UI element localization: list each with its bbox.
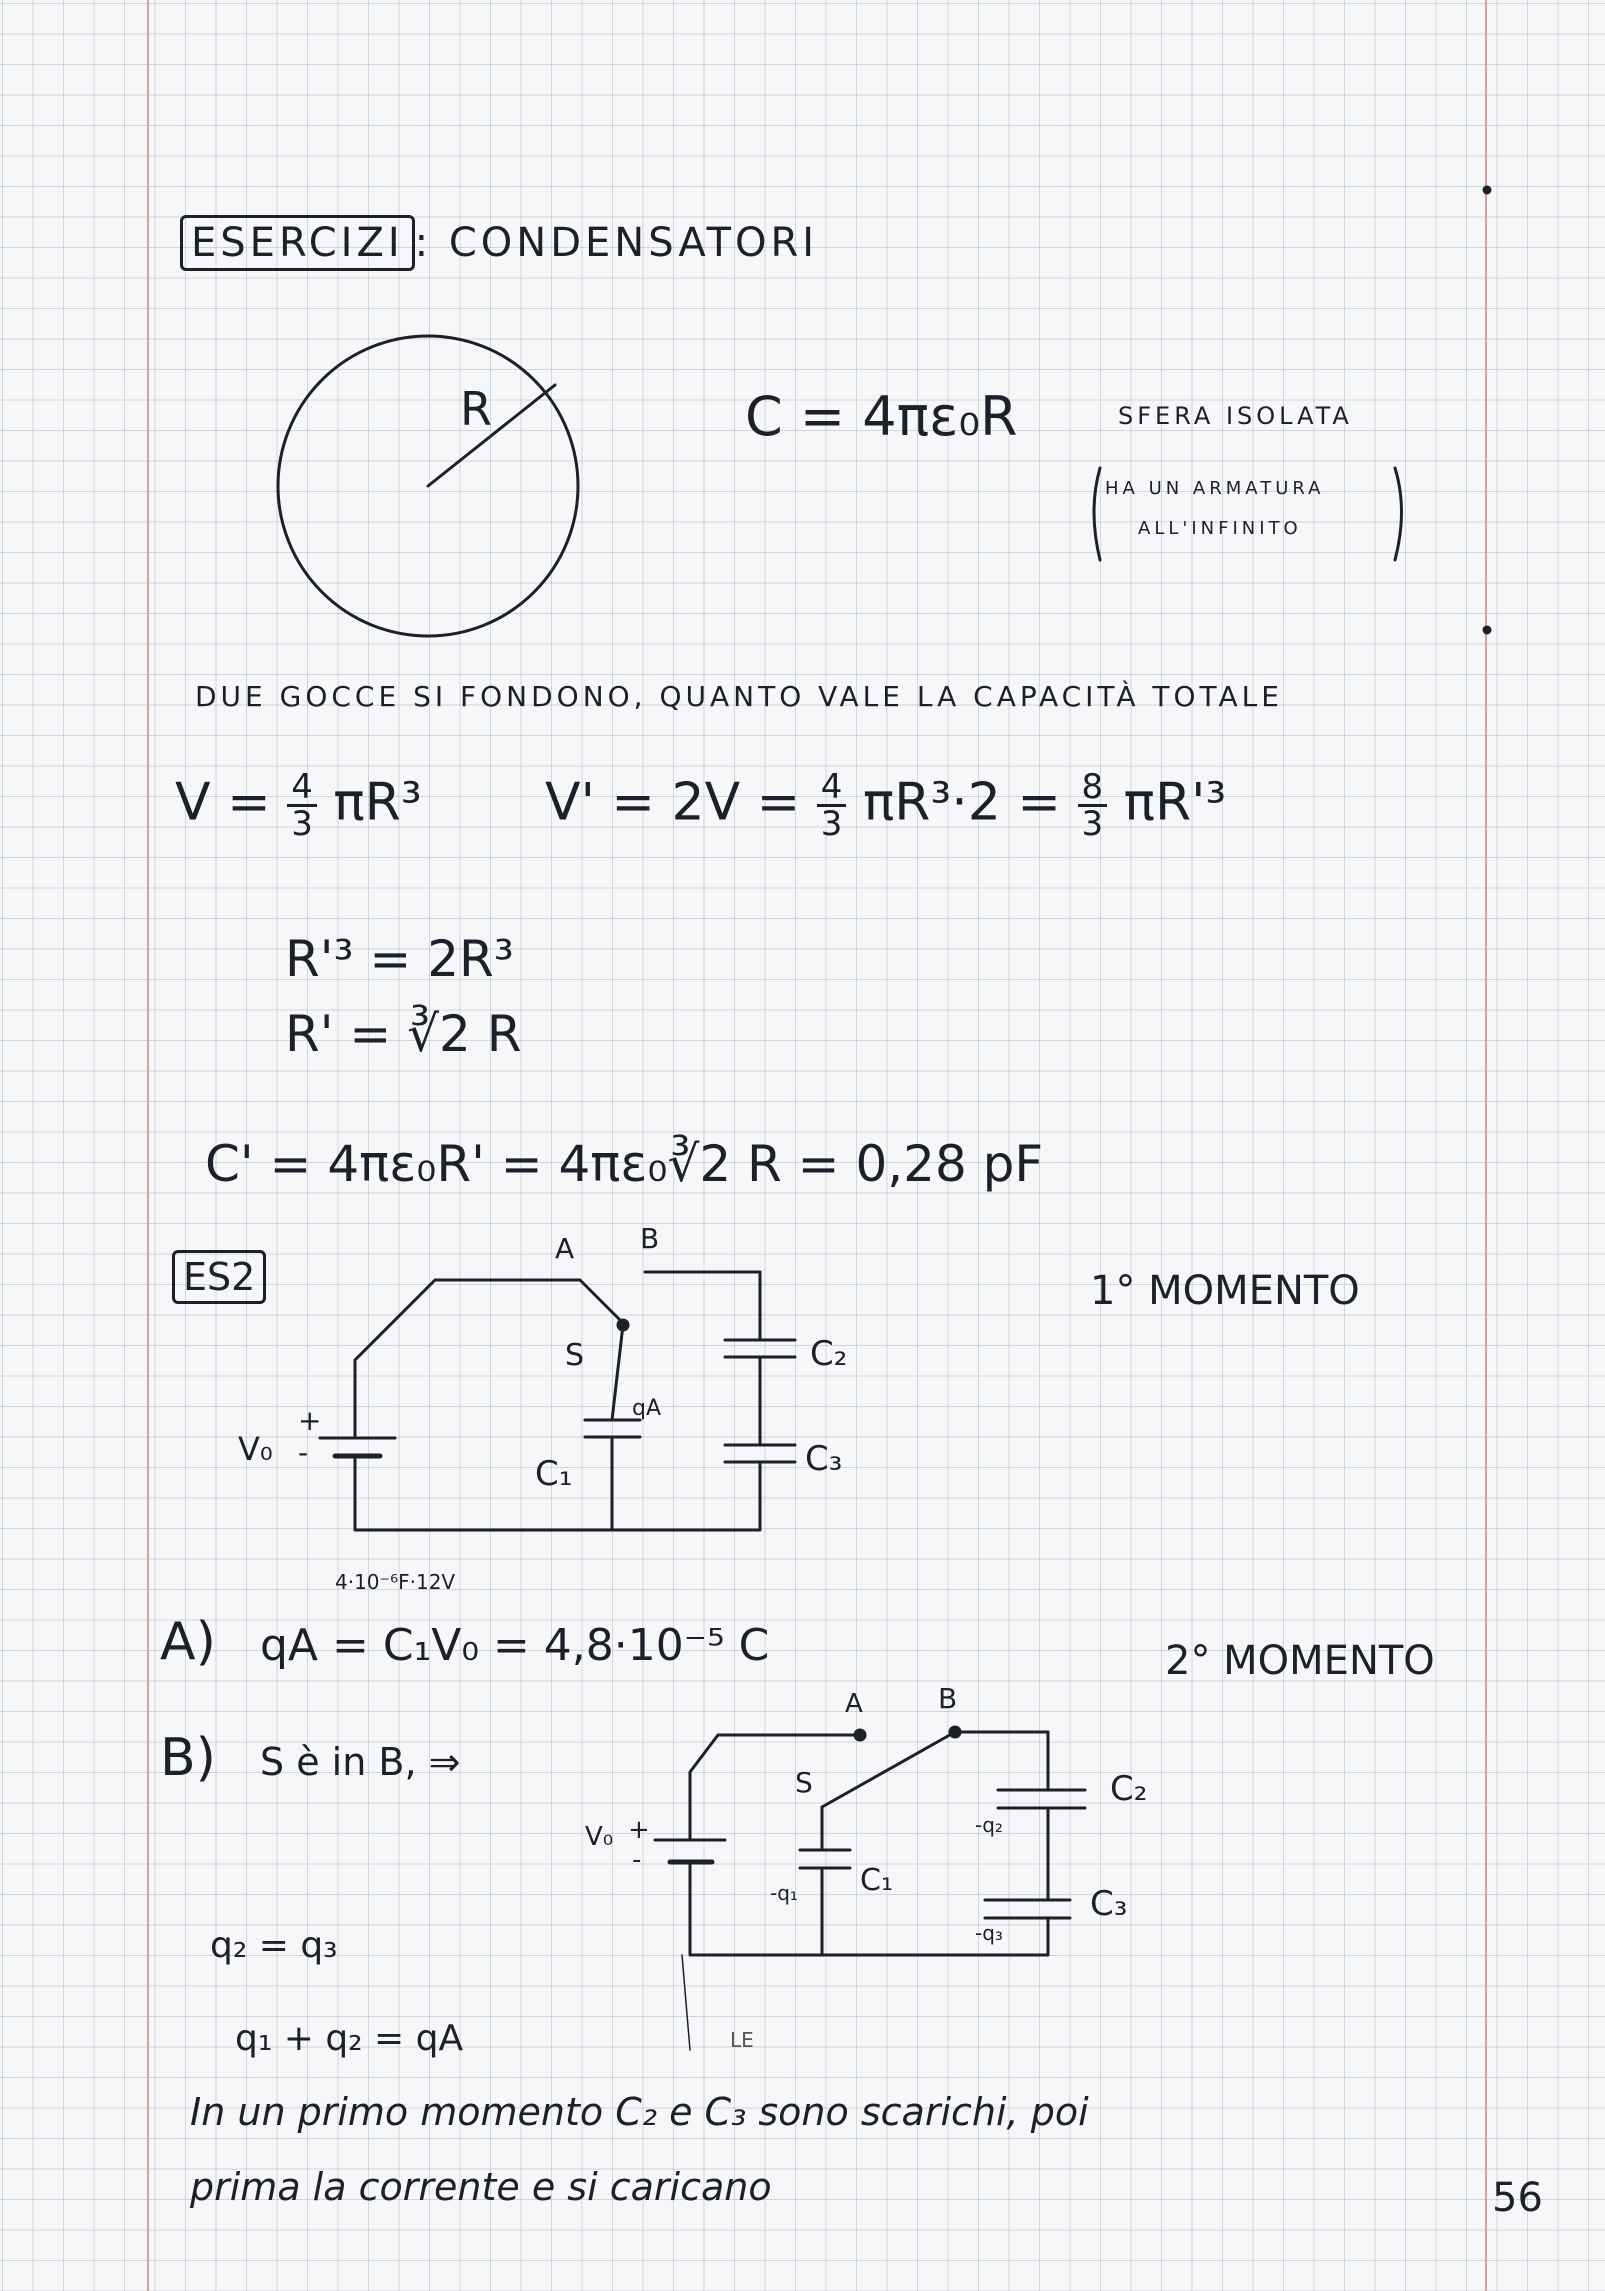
moment1-label: 1° MOMENTO [1090, 1268, 1360, 1314]
volume-left: V = [175, 772, 271, 833]
circuit2-label-s: S [795, 1766, 813, 1799]
moment2-label: 2° MOMENTO [1165, 1638, 1435, 1684]
drops-question: DUE GOCCE SI FONDONO, QUANTO VALE LA CAPACITÀ TOTALE [195, 680, 1283, 713]
new-volume-fraction2-num: 8 [1078, 770, 1108, 807]
circuit2-node-a [855, 1730, 865, 1740]
volume-rest: πR³ [333, 772, 422, 833]
circuit2-minus-sign: - [632, 1845, 642, 1875]
answer-b: S è in B, ⇒ [260, 1740, 461, 1784]
circuit2-label-q3: -q₃ [975, 1921, 1003, 1945]
circuit2-label-v0: V₀ [585, 1822, 614, 1852]
new-volume-fraction2-den: 3 [1081, 804, 1104, 844]
charge-equality: q₂ = q₃ [210, 1925, 338, 1966]
answer-a-label: A) [160, 1612, 216, 1672]
explanation-line1: In un primo momento C₂ e C₃ sono scarichi, poi [190, 2090, 1089, 2134]
radius-root-equation: R' = ∛2 R [285, 1005, 522, 1063]
answer-a: qA = C₁V₀ = 4,8·10⁻⁵ C [260, 1620, 770, 1671]
circuit2-margin-stroke [682, 1955, 690, 2050]
new-volume-left: V' = 2V = [545, 772, 801, 833]
radius-cube-equation: R'³ = 2R³ [285, 930, 514, 988]
volume-fraction-den: 3 [291, 804, 313, 844]
circuit1-label-b: B [640, 1222, 660, 1255]
circuit1-minus-sign: - [298, 1436, 309, 1469]
circuit2-plus-sign: + [628, 1815, 650, 1845]
circuit2-label-c2: C₂ [1110, 1769, 1148, 1809]
circuit1-plus-sign: + [298, 1404, 322, 1437]
capacity-equation: C' = 4πε₀R' = 4πε₀∛2 R = 0,28 pF [205, 1135, 1044, 1193]
circuit1-label-a: A [555, 1232, 575, 1265]
circuit2-label-q1: -q₁ [770, 1881, 798, 1905]
circuit2-label-b: B [938, 1682, 958, 1715]
circuit2-label-a: A [845, 1689, 863, 1719]
new-volume-rest: πR'³ [1123, 772, 1227, 833]
header-tag: ESERCIZI [180, 215, 415, 271]
circuit1-label-c2: C₂ [810, 1334, 848, 1374]
new-volume-fraction-den: 3 [820, 804, 843, 844]
circuit1-label-qa: qA [632, 1396, 662, 1421]
volume-fraction-num: 4 [287, 770, 317, 807]
answer-b-label: B) [160, 1728, 216, 1788]
margin-mark: LE [730, 2028, 754, 2052]
circuit1-label-s: S [565, 1338, 585, 1373]
page-number: 56 [1492, 2175, 1543, 2221]
exercise-tag-text: ES2 [172, 1250, 266, 1304]
circuit2-label-c3: C₃ [1090, 1884, 1128, 1924]
sphere-formula: C = 4πε₀R [745, 385, 1018, 448]
circuit1-label-c1: C₁ [535, 1454, 573, 1494]
charge-sum: q₁ + q₂ = qA [235, 2018, 464, 2059]
sphere-note-line1: HA UN ARMATURA [1105, 478, 1325, 499]
circuit2-label-c1: C₁ [860, 1863, 893, 1898]
sphere-note-title: SFERA ISOLATA [1118, 402, 1353, 430]
circuit2-label-q2: -q₂ [975, 1813, 1003, 1837]
circuit1-label-c3: C₃ [805, 1439, 843, 1479]
circuit1-label-v0: V₀ [238, 1430, 273, 1468]
new-volume-fraction-num: 4 [817, 770, 847, 807]
circuit2-top-wire [690, 1735, 860, 1840]
circuit2-switch [822, 1732, 955, 1807]
header-title: : CONDENSATORI [414, 220, 819, 266]
sphere-note-line2: ALL'INFINITO [1138, 518, 1302, 539]
new-volume-mid: πR³·2 = [862, 772, 1061, 833]
radius-label: R [460, 382, 492, 436]
explanation-line2: prima la corrente e si caricano [190, 2165, 772, 2209]
answer-a-note: 4·10⁻⁶F·12V [335, 1570, 456, 1594]
